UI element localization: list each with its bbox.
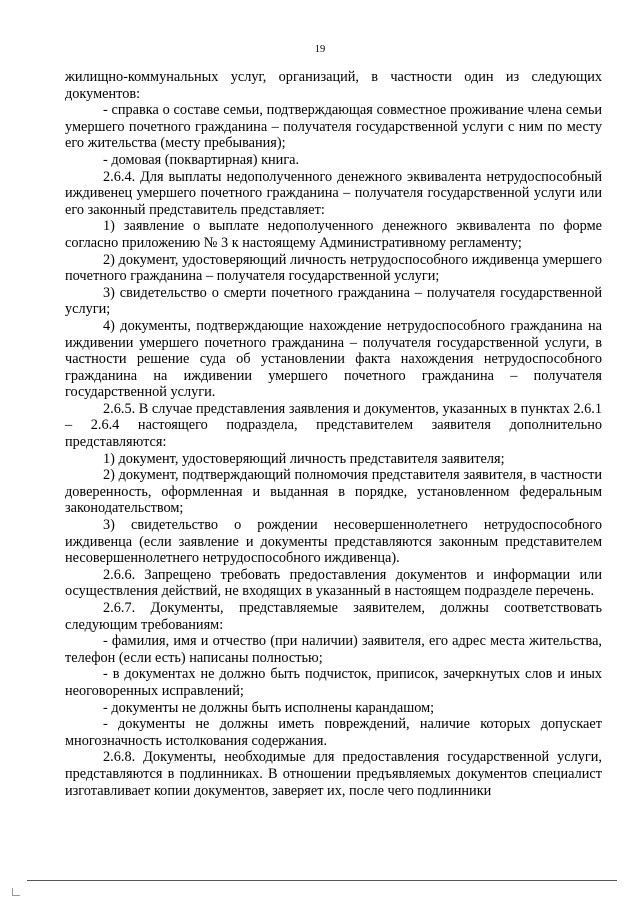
corner-mark bbox=[12, 888, 20, 896]
paragraph: 2.6.8. Документы, необходимые для предоставления государственной услуги, представляются в подлинниках. В отношении предъявляемых документов специалист изготавливает копии документов, заверяет их, после чего подлинники bbox=[65, 749, 602, 799]
paragraph: 3) свидетельство о рождении несовершеннолетнего нетрудоспособного иждивенца (если заявление и документы представляются законным представителем несовершеннолетнего нетрудоспособного иждивенца). bbox=[65, 517, 602, 567]
paragraph: жилищно-коммунальных услуг, организаций, в частности один из следующих документов: bbox=[65, 69, 602, 102]
paragraph: 1) заявление о выплате недополученного денежного эквивалента по форме согласно приложению № 3 к настоящему Административному регламенту; bbox=[65, 218, 602, 251]
footer-divider bbox=[27, 880, 617, 881]
paragraph: - домовая (поквартирная) книга. bbox=[103, 151, 300, 168]
paragraph: - справка о составе семьи, подтверждающая совместное проживание члена семьи умершего почетного гражданина – получателя государственной услуги с ним по месту его жительства (месту пребывания); bbox=[65, 102, 602, 152]
paragraph: 2.6.6. Запрещено требовать предоставления документов и информации или осуществления действий, не входящих в указанный в настоящем подразделе перечень. bbox=[65, 566, 602, 600]
paragraph: 2.6.4. Для выплаты недополученного денежного эквивалента нетрудоспособный иждивенец умершего почетного гражданина – получателя государственной услуги или его законный представитель представляет: bbox=[65, 168, 602, 218]
paragraph: 2.6.5. В случае представления заявления и документов, указанных в пунктах 2.6.1 – 2.6.4 настоящего подраздела, представителем заявителя дополнительно представляются: bbox=[65, 400, 602, 451]
page-number: 19 bbox=[314, 44, 326, 55]
paragraph: 3) свидетельство о смерти почетного гражданина – получателя государственной услуги; bbox=[65, 284, 602, 318]
paragraph: - документы не должны быть исполнены карандашом; bbox=[103, 699, 435, 716]
paragraph: 1) документ, удостоверяющий личность представителя заявителя; bbox=[103, 450, 505, 467]
paragraph: - фамилия, имя и отчество (при наличии) заявителя, его адрес места жительства, телефон (если есть) написаны полностью; bbox=[65, 633, 602, 666]
paragraph: - в документах не должно быть подчисток, приписок, зачеркнутых слов и иных неоговоренных исправлений; bbox=[65, 666, 602, 699]
paragraph: 4) документы, подтверждающие нахождение нетрудоспособного гражданина на иждивении умершего почетного гражданина – получателя государственной услуги, в частности решение суда об установлении факта нахождения нетрудоспособного гражданина на иждивении умершего почетного гражданина – получателя государственной услуги. bbox=[65, 317, 602, 401]
document-body bbox=[65, 69, 602, 799]
paragraph: 2) документ, удостоверяющий личность нетрудоспособного иждивенца умершего почетного гражданина – получателя государственной услуги; bbox=[65, 251, 602, 285]
paragraph: 2) документ, подтверждающий полномочия представителя заявителя, в частности доверенность, оформленная и выданная в порядке, установленном федеральным законодательством; bbox=[65, 467, 602, 517]
paragraph: 2.6.7. Документы, представляемые заявителем, должны соответствовать следующим требованиям: bbox=[65, 600, 602, 633]
paragraph: - документы не должны иметь повреждений, наличие которых допускает многозначность истолкования содержания. bbox=[65, 716, 602, 749]
